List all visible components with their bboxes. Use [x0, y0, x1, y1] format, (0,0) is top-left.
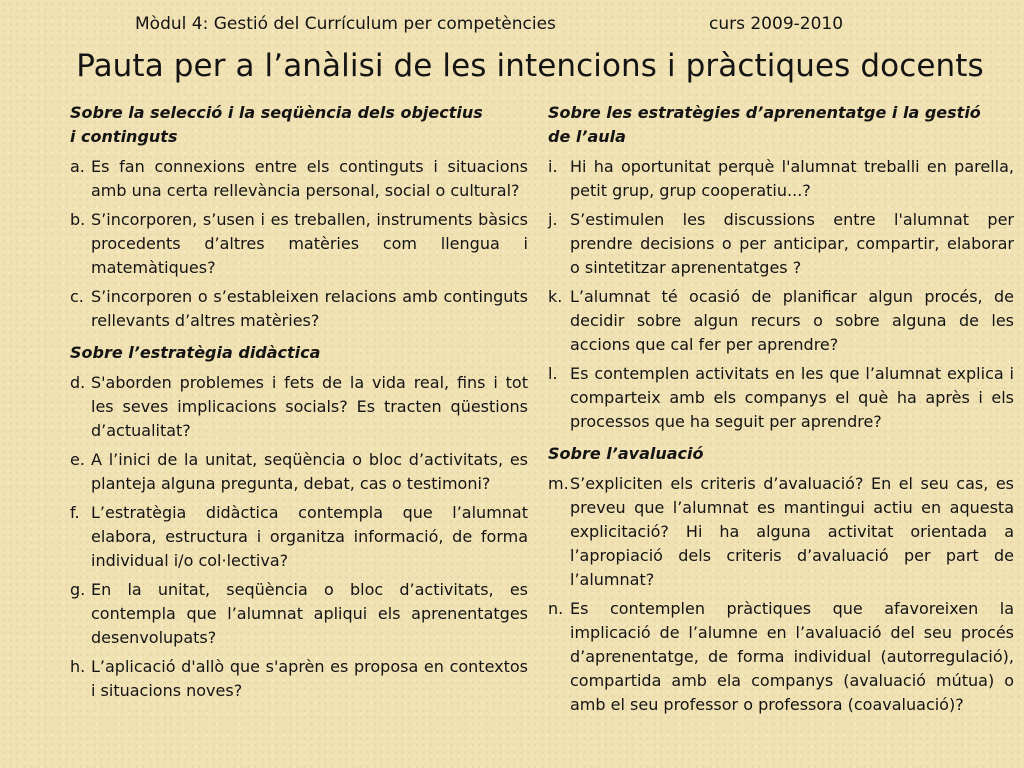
item-text: S’incorporen o s’estableixen relacions amb continguts rellevants d’altres matèries?: [91, 287, 528, 330]
list-item-l: [548, 362, 1014, 434]
list-item-e: [70, 448, 528, 496]
list-item-g: [70, 578, 528, 650]
list-item-k: [548, 285, 1014, 357]
item-text: Hi ha oportunitat perquè l'alumnat treballi en parella, petit grup, grup cooperatiu...?: [570, 157, 1014, 200]
list-item-h: [70, 655, 528, 703]
item-label: k.: [548, 287, 563, 306]
heading-line: Sobre les estratègies d’aprenentatge i la gestió: [548, 103, 981, 122]
item-label: j.: [548, 210, 558, 229]
list-item-i: [548, 155, 1014, 203]
item-label: c.: [70, 287, 84, 306]
item-label: h.: [70, 657, 86, 676]
item-text: En la unitat, seqüència o bloc d’activitats, es contempla que l’alumnat apliqui els aprenentatges desenvolupats?: [91, 580, 528, 647]
item-text: Es fan connexions entre els continguts i situacions amb una certa rellevància personal, social o cultural?: [91, 157, 528, 200]
item-text: S’expliciten els criteris d’avaluació? En el seu cas, es preveu que l’alumnat es mantingui actiu en aquesta explicitació? Hi ha alguna activitat orientada a l’apropiació dels criteris d’avaluació per part de l’alumnat?: [570, 474, 1014, 589]
item-label: f.: [70, 503, 80, 522]
slide-title: Pauta per a l’anàlisi de les intencions i pràctiques docents: [76, 48, 984, 84]
item-label: n.: [548, 599, 564, 618]
section-heading-objectives: [70, 101, 528, 149]
item-text: L’aplicació d'allò que s'aprèn es proposa en contextos i situacions noves?: [91, 657, 528, 700]
item-label: m.: [548, 474, 569, 493]
list-item-n: [548, 597, 1014, 717]
item-text: S’estimulen les discussions entre l'alumnat per prendre decisions o per anticipar, compartir, elaborar o sintetitzar aprenentatges ?: [570, 210, 1014, 277]
module-label: Mòdul 4: Gestió del Currículum per competències: [135, 14, 556, 34]
list-item-b: [70, 208, 528, 280]
heading-line: Sobre la selecció i la seqüència dels objectius: [70, 103, 483, 122]
list-item-j: [548, 208, 1014, 280]
section-heading-learning-strategies: [548, 101, 1014, 149]
slide-header: [0, 14, 1024, 38]
item-label: l.: [548, 364, 558, 383]
list-item-m: [548, 472, 1014, 592]
section-heading-didactic-strategy: Sobre l’estratègia didàctica: [70, 343, 321, 362]
course-year: curs 2009-2010: [709, 14, 844, 34]
item-label: b.: [70, 210, 86, 229]
list-item-d: [70, 371, 528, 443]
heading-line: de l’aula: [548, 127, 626, 146]
section-heading-assessment: Sobre l’avaluació: [548, 444, 704, 463]
item-text: S'aborden problemes i fets de la vida real, fins i tot les seves implicacions socials? Es tracten qüestions d’actualitat?: [91, 373, 528, 440]
right-column: [548, 101, 1014, 722]
item-label: d.: [70, 373, 86, 392]
item-text: Es contemplen activitats en les que l’alumnat explica i comparteix amb els companys el què ha après i els processos que ha seguit per aprendre?: [570, 364, 1014, 431]
item-text: Es contemplen pràctiques que afavoreixen la implicació de l’alumne en l’avaluació del seu procés d’aprenentatge, de forma individual (autorregulació), compartida amb ela companys (avaluació mútua) o amb el seu professor o professora (coavaluació)?: [570, 599, 1014, 714]
item-label: g.: [70, 580, 86, 599]
list-item-f: [70, 501, 528, 573]
left-column: [70, 101, 528, 708]
heading-line: i continguts: [70, 127, 178, 146]
item-text: L’alumnat té ocasió de planificar algun procés, de decidir sobre algun recurs o sobre alguna de les accions que cal fer per aprendre?: [570, 287, 1014, 354]
item-label: e.: [70, 450, 85, 469]
list-item-c: [70, 285, 528, 333]
item-text: S’incorporen, s’usen i es treballen, instruments bàsics procedents d’altres matèries com llengua i matemàtiques?: [91, 210, 528, 277]
item-text: L’estratègia didàctica contempla que l’alumnat elabora, estructura i organitza informació, de forma individual i/o col·lectiva?: [91, 503, 528, 570]
item-label: a.: [70, 157, 85, 176]
item-text: A l’inici de la unitat, seqüència o bloc d’activitats, es planteja alguna pregunta, debat, cas o testimoni?: [91, 450, 528, 493]
list-item-a: [70, 155, 528, 203]
item-label: i.: [548, 157, 558, 176]
